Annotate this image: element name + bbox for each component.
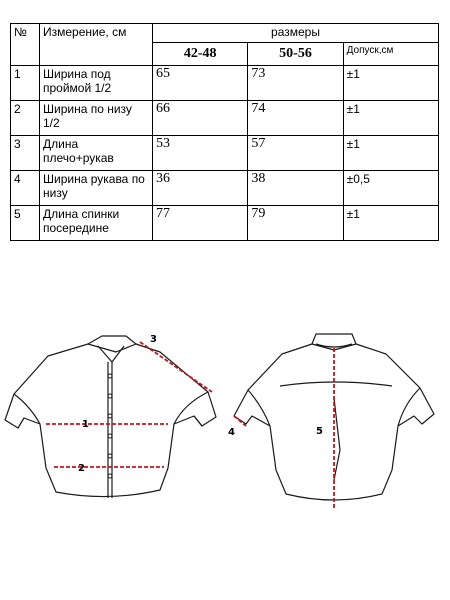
table-header-row [11, 24, 439, 43]
table-row [11, 171, 439, 206]
measure-line-3 [140, 342, 212, 392]
size-table [10, 23, 439, 241]
row-size-b: 73 [248, 66, 343, 101]
row-num: 5 [11, 206, 40, 241]
row-size-a: 77 [153, 206, 248, 241]
row-size-b: 79 [248, 206, 343, 241]
row-name: Ширина рукава по низу [40, 171, 153, 206]
measure-label-3: 3 [150, 334, 157, 345]
row-size-b: 57 [248, 136, 343, 171]
row-tolerance: ±0,5 [343, 171, 438, 206]
row-num: 4 [11, 171, 40, 206]
row-size-a: 53 [153, 136, 248, 171]
row-tolerance: ±1 [343, 66, 438, 101]
row-name: Длина плечо+рукав [40, 136, 153, 171]
row-name: Ширина по низу 1/2 [40, 101, 153, 136]
row-size-a: 65 [153, 66, 248, 101]
row-size-a: 36 [153, 171, 248, 206]
table-row [11, 66, 439, 101]
measure-label-5: 5 [316, 426, 323, 437]
measure-label-1: 1 [82, 419, 89, 430]
header-num: № [11, 24, 40, 66]
front-measure-lines [46, 342, 212, 467]
row-num: 3 [11, 136, 40, 171]
row-num: 2 [11, 101, 40, 136]
row-tolerance: ±1 [343, 101, 438, 136]
header-sizes: размеры [153, 24, 439, 43]
table-row [11, 206, 439, 241]
table-row [11, 101, 439, 136]
row-name: Длина спинки посередине [40, 206, 153, 241]
measure-label-4: 4 [228, 427, 235, 438]
header-tolerance: Допуск,см [343, 43, 438, 66]
header-measure: Измерение, см [40, 24, 153, 66]
row-num: 1 [11, 66, 40, 101]
garment-drawing [0, 320, 450, 520]
row-size-a: 66 [153, 101, 248, 136]
measure-line-4 [234, 416, 246, 426]
row-size-b: 38 [248, 171, 343, 206]
header-size-b: 50-56 [248, 43, 343, 66]
row-name: Ширина под проймой 1/2 [40, 66, 153, 101]
row-tolerance: ±1 [343, 206, 438, 241]
measure-label-2: 2 [78, 463, 85, 474]
table-row [11, 136, 439, 171]
row-tolerance: ±1 [343, 136, 438, 171]
header-size-a: 42-48 [153, 43, 248, 66]
row-size-b: 74 [248, 101, 343, 136]
